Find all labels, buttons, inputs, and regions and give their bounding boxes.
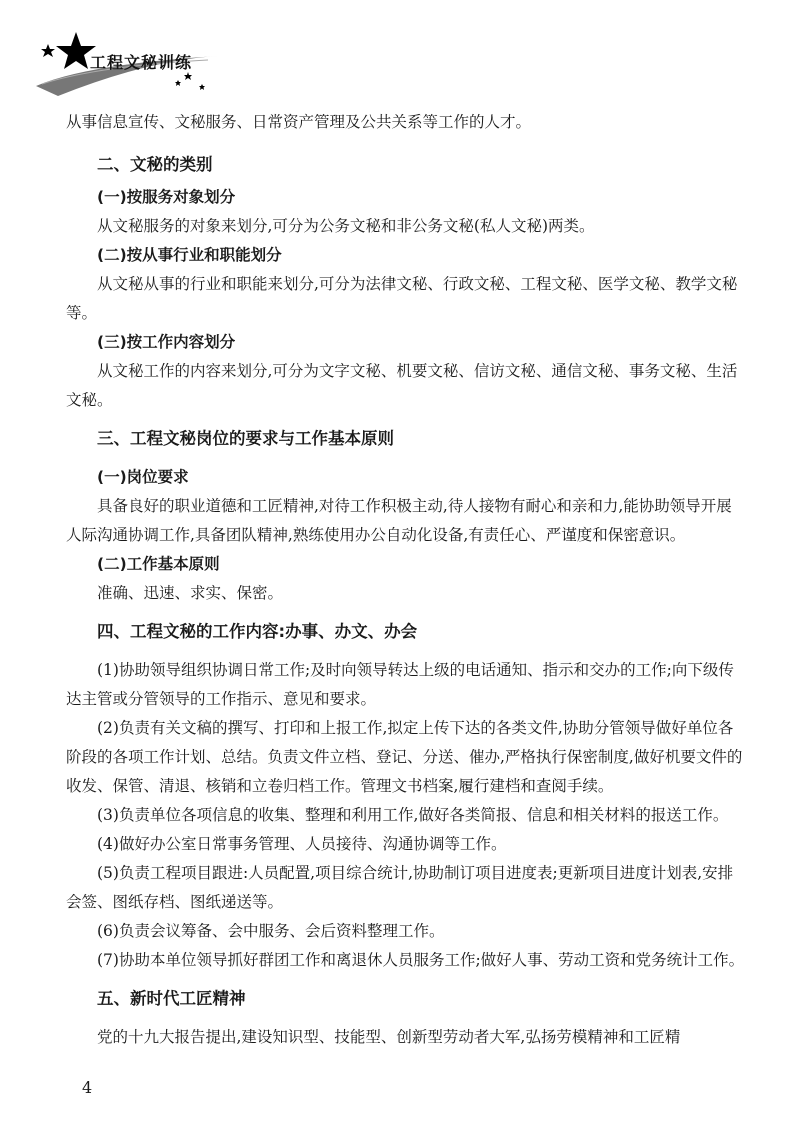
section-4-heading: 四、工程文秘的工作内容:办事、办文、办会	[97, 622, 418, 641]
running-header	[28, 26, 228, 106]
page-body	[66, 108, 746, 1052]
list-item: (6)负责会议筹备、会中服务、会后资料整理工作。	[97, 922, 445, 940]
list-item: (1)协助领导组织协调日常工作;及时向领导转达上级的电话通知、指示和交办的工作;向下级传达主管或分管领导的工作指示、意见和要求。	[66, 661, 734, 708]
section-2-sub-2-heading: (二)按从事行业和职能划分	[97, 246, 282, 264]
section-2-sub-3-heading: (三)按工作内容划分	[97, 333, 236, 351]
section-3-sub-2-text: 准确、迅速、求实、保密。	[97, 584, 284, 602]
section-2-sub-1-text: 从文秘服务的对象来划分,可分为公务文秘和非公务文秘(私人文秘)两类。	[97, 217, 595, 235]
section-2-sub-1-heading: (一)按服务对象划分	[97, 188, 236, 206]
section-5-text: 党的十九大报告提出,建设知识型、技能型、创新型劳动者大军,弘扬劳模精神和工匠精	[97, 1028, 681, 1046]
section-3-sub-1-heading: (一)岗位要求	[97, 468, 189, 486]
section-5-heading: 五、新时代工匠精神	[97, 989, 246, 1008]
header-title: 工程文秘训练	[90, 53, 193, 72]
list-item: (2)负责有关文稿的撰写、打印和上报工作,拟定上传下达的各类文件,协助分管领导做好单位各阶段的各项工作计划、总结。负责文件立档、登记、分送、催办,严格执行保密制度,做好机要文件的收发、保管、清退、核销和立卷归档工作。管理文书档案,履行建档和查阅手续。	[66, 719, 743, 795]
list-item: (7)协助本单位领导抓好群团工作和离退休人员服务工作;做好人事、劳动工资和党务统计工作。	[97, 951, 745, 969]
section-2-sub-3-text: 从文秘工作的内容来划分,可分为文字文秘、机要文秘、信访文秘、通信文秘、事务文秘、生活文秘。	[66, 362, 738, 409]
intro-continuation: 从事信息宣传、文秘服务、日常资产管理及公共关系等工作的人才。	[66, 113, 532, 131]
list-item: (4)做好办公室日常事务管理、人员接待、沟通协调等工作。	[97, 835, 507, 853]
list-item: (3)负责单位各项信息的收集、整理和利用工作,做好各类简报、信息和相关材料的报送工作。	[97, 806, 729, 824]
section-3-heading: 三、工程文秘岗位的要求与工作基本原则	[97, 429, 394, 448]
section-2-sub-2-text: 从文秘从事的行业和职能来划分,可分为法律文秘、行政文秘、工程文秘、医学文秘、教学文秘等。	[66, 275, 738, 322]
section-2-heading: 二、文秘的类别	[97, 155, 213, 174]
page-number: 4	[82, 1078, 93, 1097]
list-item: (5)负责工程项目跟进:人员配置,项目综合统计,协助制订项目进度表;更新项目进度计划表,安排会签、图纸存档、图纸递送等。	[66, 864, 734, 911]
section-3-sub-2-heading: (二)工作基本原则	[97, 555, 220, 573]
section-3-sub-1-text: 具备良好的职业道德和工匠精神,对待工作积极主动,待人接物有耐心和亲和力,能协助领导开展人际沟通协调工作,具备团队精神,熟练使用办公自动化设备,有责任心、严谨度和保密意识。	[66, 497, 732, 544]
